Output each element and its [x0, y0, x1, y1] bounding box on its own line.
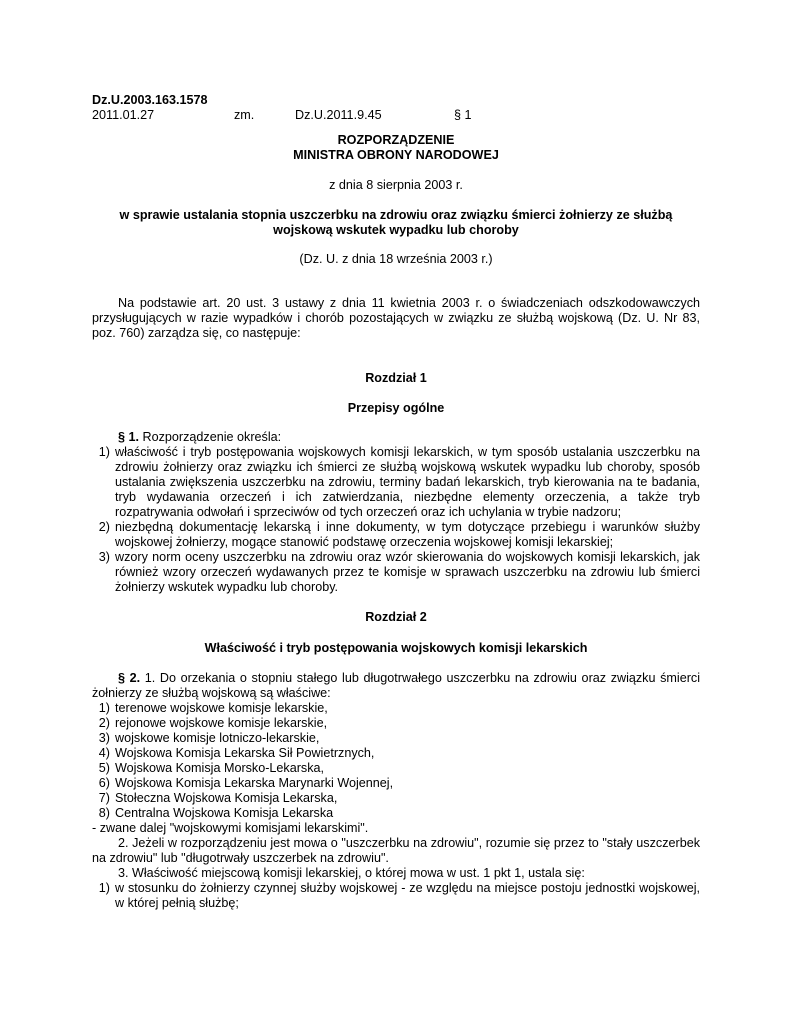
list-item-text: wojskowe komisje lotniczo-lekarskie, — [115, 731, 320, 745]
list-item — [92, 445, 700, 520]
publication-note: (Dz. U. z dnia 18 września 2003 r.) — [299, 252, 493, 266]
paragraph-1-label: § 1. — [118, 430, 140, 444]
list-item-text: terenowe wojskowe komisje lekarskie, — [115, 701, 328, 715]
list-item-number: 6) — [98, 776, 110, 790]
list-item-number: 1) — [98, 701, 110, 715]
paragraph-2-label: § 2. — [118, 671, 141, 685]
list-item — [92, 701, 700, 716]
amendment-section: § 1 — [454, 108, 472, 122]
list-item-text: Wojskowa Komisja Lekarska Marynarki Wojennej, — [115, 776, 394, 790]
amendment-line — [92, 108, 700, 123]
list-item-number: 1) — [98, 881, 110, 895]
list-item-number: 2) — [98, 716, 110, 730]
subject-line-1: w sprawie ustalania stopnia uszczerbku na zdrowiu oraz związku śmierci żołnierzy ze służbą — [119, 208, 673, 222]
amendment-reference: Dz.U.2011.9.45 — [295, 108, 382, 122]
list-item-text: w stosunku do żołnierzy czynnej służby wojskowej - ze względu na miejsce postoju jednostki wojskowej, w której pełnią służbę; — [115, 881, 700, 910]
list-item-number: 1) — [98, 445, 110, 459]
title-line-2: MINISTRA OBRONY NARODOWEJ — [293, 148, 499, 162]
preamble: Na podstawie art. 20 ust. 3 ustawy z dnia 11 kwietnia 2003 r. o świadczeniach odszkodowawczych przysługujących w razie wypadków i chorób pozostających w związku ze służbą wojskową (Dz. U. Nr 83, poz. 760) zarządza się, co następuje: — [92, 296, 700, 340]
document-page — [92, 93, 700, 911]
paragraph-2-intro — [92, 671, 700, 701]
list-item — [92, 746, 700, 761]
document-reference: Dz.U.2003.163.1578 — [92, 93, 208, 107]
list-item — [92, 550, 700, 595]
chapter-1-title: Przepisy ogólne — [347, 401, 445, 415]
paragraph-2-text: 1. Do orzekania o stopniu stałego lub długotrwałego uszczerbku na zdrowiu oraz związku śmierci żołnierzy ze służbą wojskową są właściwe: — [92, 671, 701, 700]
list-item-text: niezbędną dokumentację lekarską i inne dokumenty, w tym dotyczące przebiegu i warunków służby wojskowej żołnierzy, mogące stanowić podstawę orzeczenia wojskowej komisji lekarskiej; — [115, 520, 700, 549]
chapter-1-heading: Rozdział 1 — [365, 371, 427, 385]
list-item-number: 5) — [98, 761, 110, 775]
list-item-number: 7) — [98, 791, 110, 805]
amendment-date: 2011.01.27 — [92, 108, 155, 122]
paragraph-2-section-2: 2. Jeżeli w rozporządzeniu jest mowa o "uszczerbku na zdrowiu", rozumie się przez to "stały uszczerbek na zdrowiu" lub "długotrwały uszczerbek na zdrowiu". — [92, 836, 700, 865]
list-item-text: Centralna Wojskowa Komisja Lekarska — [115, 806, 334, 820]
document-reference-line — [92, 93, 700, 108]
paragraph-2-section-3: 3. Właściwość miejscową komisji lekarskiej, o której mowa w ust. 1 pkt 1, ustala się: — [118, 866, 585, 880]
paragraph-1-intro — [92, 430, 700, 445]
list-item — [92, 806, 700, 821]
list-item-number: 8) — [98, 806, 110, 820]
list-item — [92, 520, 700, 550]
chapter-2-title: Właściwość i tryb postępowania wojskowych komisji lekarskich — [204, 641, 588, 655]
list-item-text: Stołeczna Wojskowa Komisja Lekarska, — [115, 791, 338, 805]
chapter-2-heading: Rozdział 2 — [365, 610, 427, 624]
list-item — [92, 761, 700, 776]
list-item-number: 4) — [98, 746, 110, 760]
commissions-definition: - zwane dalej "wojskowymi komisjami lekarskimi". — [92, 821, 369, 835]
list-item-text: Wojskowa Komisja Morsko-Lekarska, — [115, 761, 325, 775]
list-item-text: Wojskowa Komisja Lekarska Sił Powietrznych, — [115, 746, 375, 760]
list-item-text: właściwość i tryb postępowania wojskowych komisji lekarskich, w tym sposób ustalania uszczerbku na zdrowiu żołnierzy oraz związku ich śmierci ze służbą wojskową wskutek wypadku lub choroby, sposób ustalania zwiększenia uszczerbku na zdrowiu, terminy badań lekarskich, tryb kierowania na te badania, tryb wydawania orzeczeń i ich zatwierdzania, niezbędne elementy orzeczenia, a także tryb rozpatrywania odwołań i sprzeciwów od tych orzeczeń oraz ich uchylania w trybie nadzoru; — [115, 445, 700, 519]
list-item — [92, 881, 700, 911]
title-line-1: ROZPORZĄDZENIE — [337, 133, 455, 147]
subject-line-2: wojskową wskutek wypadku lub choroby — [273, 223, 519, 237]
list-item — [92, 731, 700, 746]
list-item-number: 3) — [98, 731, 110, 745]
list-item-text: wzory norm oceny uszczerbku na zdrowiu oraz wzór skierowania do wojskowych komisji lekarskich, jak również wzory orzeczeń wydawanych przez te komisje w sprawach uszczerbku na zdrowiu lub śmierci żołnierzy wskutek wypadku lub choroby. — [115, 550, 700, 594]
paragraph-1-text: Rozporządzenie określa: — [142, 430, 282, 444]
list-item — [92, 776, 700, 791]
list-item — [92, 791, 700, 806]
list-item-number: 3) — [98, 550, 110, 564]
list-item — [92, 716, 700, 731]
regulation-date: z dnia 8 sierpnia 2003 r. — [329, 178, 463, 192]
list-item-text: rejonowe wojskowe komisje lekarskie, — [115, 716, 328, 730]
list-item-number: 2) — [98, 520, 110, 534]
amendment-label: zm. — [234, 108, 255, 122]
